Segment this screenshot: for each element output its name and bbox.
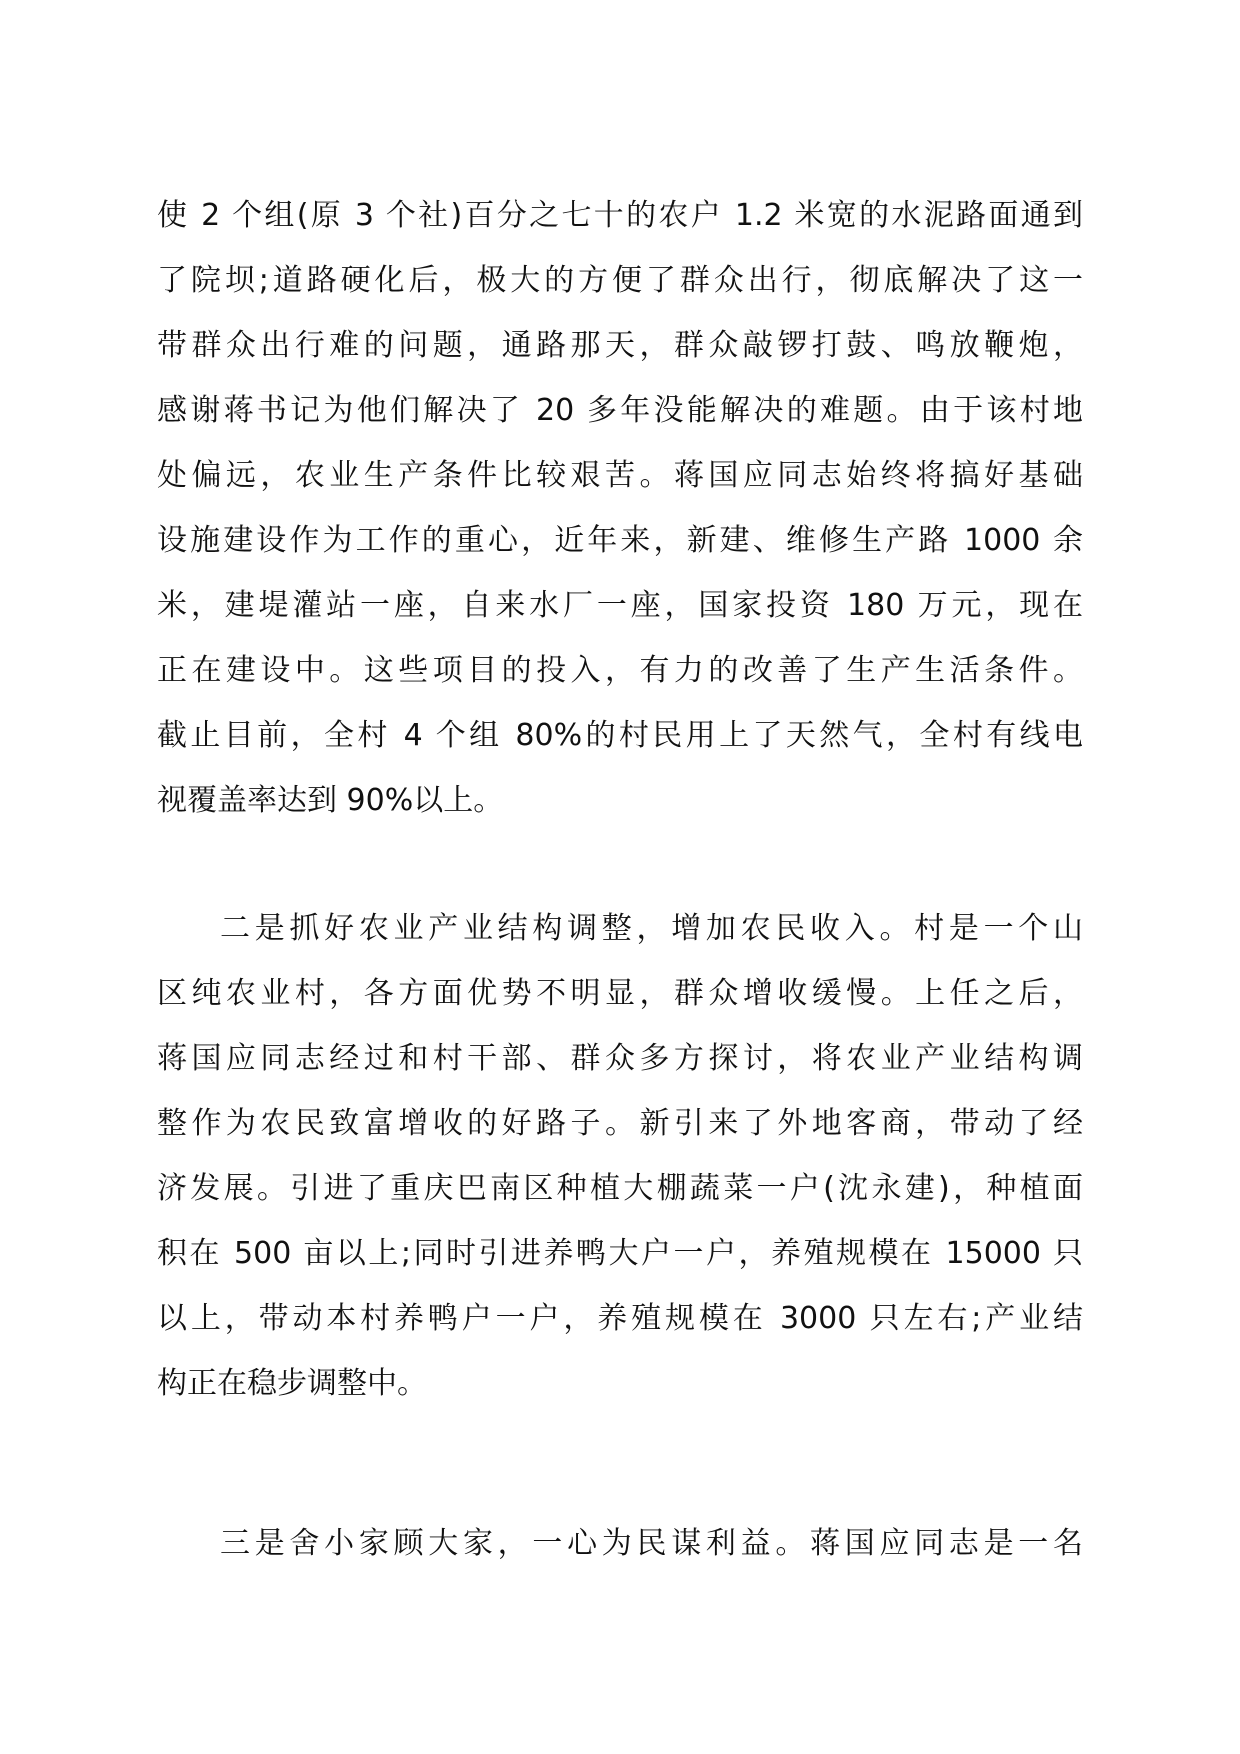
paragraph-selfless-service [157,1511,1083,1576]
text-line: 二是抓好农业产业结构调整，增加农民收入。村是一个山 [220,911,1083,946]
text-line: 三是舍小家顾大家，一心为民谋利益。蒋国应同志是一名 [220,1526,1083,1561]
text-line: 带群众出行难的问题，通路那天，群众敲锣打鼓、鸣放鞭炮， [157,328,1083,363]
text-line: 济发展。引进了重庆巴南区种植大棚蔬菜一户(沈永建)，种植面 [157,1171,1083,1206]
text-line: 米，建堤灌站一座，自来水厂一座，国家投资 180 万元，现在 [157,588,1083,623]
text-line: 积在 500 亩以上;同时引进养鸭大户一户，养殖规模在 15000 只 [157,1236,1083,1271]
text-line: 视覆盖率达到 90%以上。 [157,783,504,818]
text-line: 以上，带动本村养鸭户一户，养殖规模在 3000 只左右;产业结 [157,1301,1083,1336]
text-line: 使 2 个组(原 3 个社)百分之七十的农户 1.2 米宽的水泥路面通到 [157,198,1083,233]
text-line: 设施建设作为工作的重心，近年来，新建、维修生产路 1000 余 [157,523,1083,558]
paragraph-infrastructure [157,183,1083,833]
text-line: 处偏远，农业生产条件比较艰苦。蒋国应同志始终将搞好基础 [157,458,1083,493]
text-line: 蒋国应同志经过和村干部、群众多方探讨，将农业产业结构调 [157,1041,1083,1076]
text-line: 了院坝;道路硬化后，极大的方便了群众出行，彻底解决了这一 [157,263,1083,298]
paragraph-industry-restructuring [157,896,1083,1416]
text-line: 构正在稳步调整中。 [157,1366,427,1401]
text-line: 感谢蒋书记为他们解决了 20 多年没能解决的难题。由于该村地 [157,393,1083,428]
text-line: 截止目前，全村 4 个组 80%的村民用上了天然气，全村有线电 [157,718,1083,753]
text-line: 整作为农民致富增收的好路子。新引来了外地客商，带动了经 [157,1106,1083,1141]
text-line: 正在建设中。这些项目的投入，有力的改善了生产生活条件。 [157,653,1083,688]
text-line: 区纯农业村，各方面优势不明显，群众增收缓慢。上任之后， [157,976,1083,1011]
